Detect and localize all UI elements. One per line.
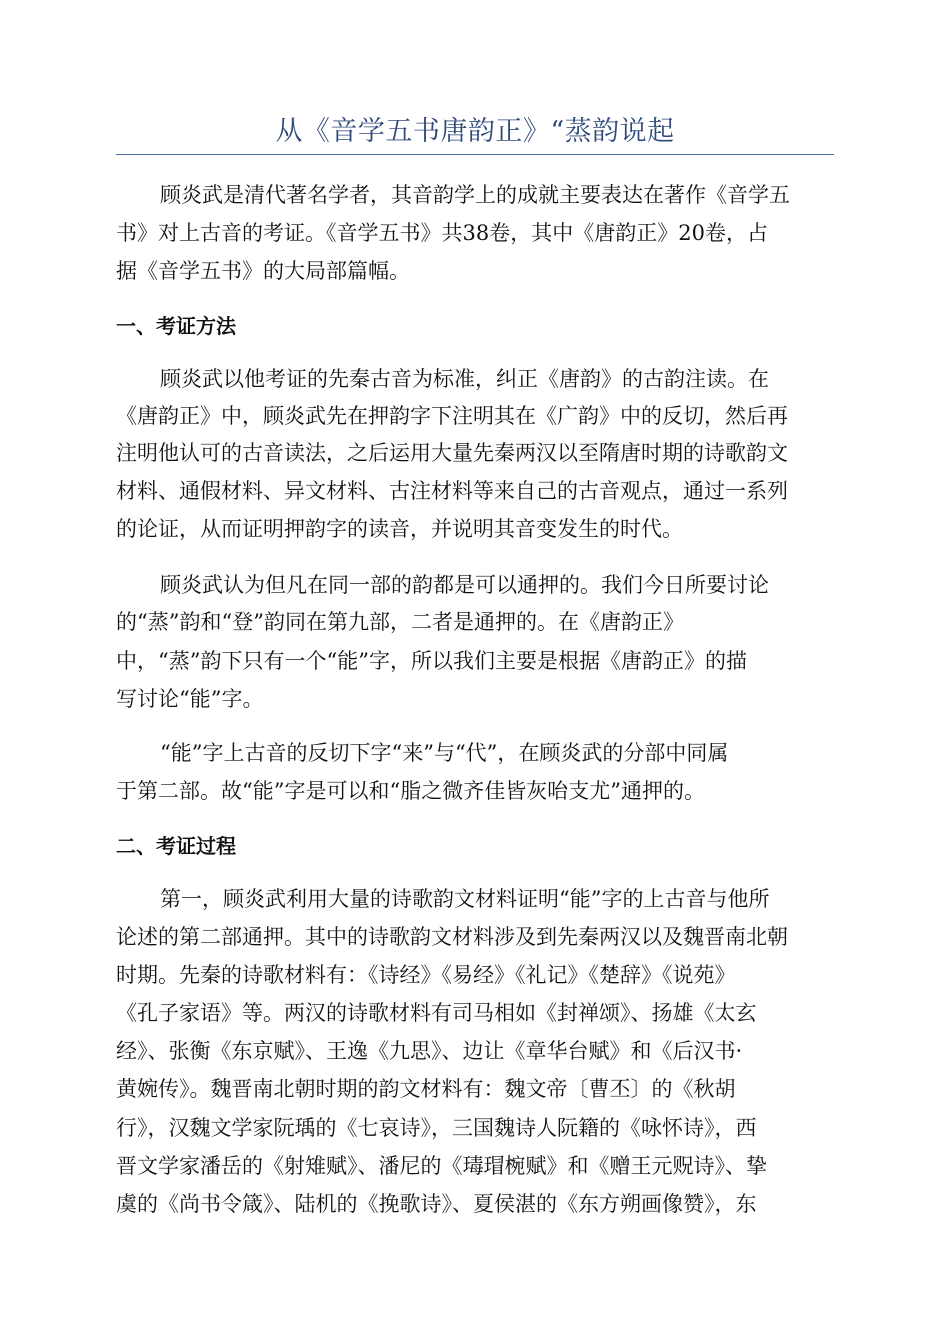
paragraph-line: 黄婉传》。魏晋南北朝时期的韵文材料有：魏文帝〔曹丕〕的《秋胡 [116,1077,736,1101]
paragraph-line: 《孔子家语》等。两汉的诗歌材料有司马相如《封禅颂》、扬雄《太玄 [116,1001,757,1025]
paragraph-line: 的“蒸”韵和“登”韵同在第九部，二者是通押的。在《唐韵正》 [116,610,684,634]
paragraph-line: 晋文学家潘岳的《射雉赋》、潘尼的《瑇瑁椀赋》和《赠王元贶诗》、挚 [116,1154,767,1178]
paragraph-line: 写讨论“能”字。 [116,687,264,711]
paragraph-line: 书》对上古音的考证。《音学五书》共38卷，其中《唐韵正》20卷，占 [116,221,768,245]
title-underline [116,154,834,155]
paragraph-line: 经》、张衡《东京赋》、王逸《九思》、边让《章华台赋》和《后汉书· [116,1039,743,1063]
paragraph-line: 于第二部。故“能”字是可以和“脂之微齐佳皆灰咍支尤”通押的。 [116,779,705,803]
paragraph-line: 顾炎武认为但凡在同一部的韵都是可以通押的。我们今日所要讨论 [160,573,769,597]
paragraph-line: 的论证，从而证明押韵字的读音，并说明其音变发生的时代。 [116,517,683,541]
paragraph-line: 顾炎武以他考证的先秦古音为标准，纠正《唐韵》的古韵注读。在 [160,367,769,391]
paragraph-line: 《唐韵正》中，顾炎武先在押韵字下注明其在《广韵》中的反切，然后再 [116,404,788,428]
paragraph-line: 虞的《尚书令箴》、陆机的《挽歌诗》、夏侯湛的《东方朔画像赞》，东 [116,1192,757,1216]
paragraph-line: 材料、通假材料、异文材料、古注材料等来自己的古音观点，通过一系列 [116,479,788,503]
paragraph-line: 行》，汉魏文学家阮瑀的《七哀诗》，三国魏诗人阮籍的《咏怀诗》，西 [116,1116,757,1140]
section-heading: 一、考证方法 [116,314,236,338]
paragraph-line: “能”字上古音的反切下字“来”与“代”，在顾炎武的分部中同属 [160,741,729,765]
paragraph-line: 据《音学五书》的大局部篇幅。 [116,259,410,283]
paragraph-line: 中，“蒸”韵下只有一个“能”字，所以我们主要是根据《唐韵正》的描 [116,649,747,673]
paragraph-line: 注明他认可的古音读法，之后运用大量先秦两汉以至隋唐时期的诗歌韵文 [116,441,788,465]
paragraph-line: 顾炎武是清代著名学者，其音韵学上的成就主要表达在著作《音学五 [160,183,790,207]
section-heading: 二、考证过程 [116,834,236,858]
paragraph-line: 第一，顾炎武利用大量的诗歌韵文材料证明“能”字的上古音与他所 [160,887,770,911]
document-title: 从《音学五书唐韵正》“蒸韵说起 [275,116,675,147]
paragraph-line: 时期。先秦的诗歌材料有：《诗经》《易经》《礼记》《楚辞》《说苑》 [116,963,736,987]
paragraph-line: 论述的第二部通押。其中的诗歌韵文材料涉及到先秦两汉以及魏晋南北朝 [116,925,788,949]
